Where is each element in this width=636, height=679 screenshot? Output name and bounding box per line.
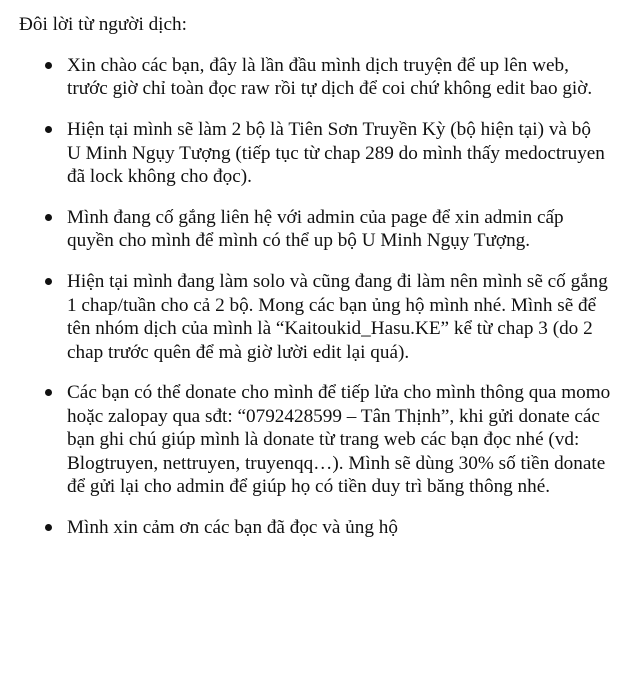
- list-item-line: trước giờ chỉ toàn đọc raw rồi tự dịch để coi chứ không edit bao giờ.: [67, 78, 593, 100]
- list-item-line: để gửi lại cho admin để giúp họ có tiền duy trì băng thông nhé.: [67, 476, 551, 498]
- list-item-line: Xin chào các bạn, đây là lần đầu mình dịch truyện để up lên web,: [67, 55, 569, 76]
- bullet-dot-icon: [45, 214, 52, 221]
- list-item-line: tên nhóm dịch của mình là “Kaitoukid_Hasu.KE” kể từ chap 3 (do 2: [67, 318, 593, 340]
- list-item: [0, 270, 636, 364]
- list-item: [0, 381, 636, 498]
- list-item-line: Hiện tại mình đang làm solo và cũng đang đi làm nên mình sẽ cố gắng: [67, 271, 608, 293]
- page-title: Đôi lời từ người dịch:: [19, 14, 187, 35]
- bullet-dot-icon: [45, 278, 52, 285]
- bullet-dot-icon: [45, 62, 52, 69]
- list-item-line: chap trước quên để mà giờ lười edit lại quá).: [67, 341, 410, 363]
- list-item-line: 1 chap/tuần cho cả 2 bộ. Mong các bạn ủng hộ mình nhé. Mình sẽ để: [67, 294, 597, 316]
- list-item: [0, 118, 636, 188]
- note-list: [0, 54, 636, 557]
- list-item-line: Mình đang cố gắng liên hệ với admin của page để xin admin cấp: [67, 207, 564, 229]
- list-item: [0, 206, 636, 253]
- bullet-dot-icon: [45, 389, 52, 396]
- bullet-dot-icon: [45, 126, 52, 133]
- list-item-line: đã lock không cho đọc).: [67, 166, 252, 188]
- list-item: [0, 54, 636, 101]
- list-item-line: Các bạn có thể donate cho mình để tiếp lửa cho mình thông qua momo: [67, 382, 611, 404]
- list-item-line: hoặc zalopay qua sđt: “0792428599 – Tân Thịnh”, khi gửi donate các: [67, 405, 600, 427]
- list-item-line: Mình xin cảm ơn các bạn đã đọc và ủng hộ: [67, 517, 398, 538]
- list-item: [0, 516, 636, 539]
- list-item-line: Blogtruyen, nettruyen, truyenqq…). Mình sẽ dùng 30% số tiền donate: [67, 452, 606, 474]
- list-item-line: U Minh Ngụy Tượng (tiếp tục từ chap 289 do mình thấy medoctruyen: [67, 142, 605, 164]
- list-item-line: Hiện tại mình sẽ làm 2 bộ là Tiên Sơn Truyền Kỳ (bộ hiện tại) và bộ: [67, 119, 591, 141]
- list-item-line: quyền cho mình để mình có thể up bộ U Minh Ngụy Tượng.: [67, 230, 531, 252]
- list-item-line: bạn ghi chú giúp mình là donate từ trang web các bạn đọc nhé (vd:: [67, 429, 580, 451]
- bullet-dot-icon: [45, 524, 52, 531]
